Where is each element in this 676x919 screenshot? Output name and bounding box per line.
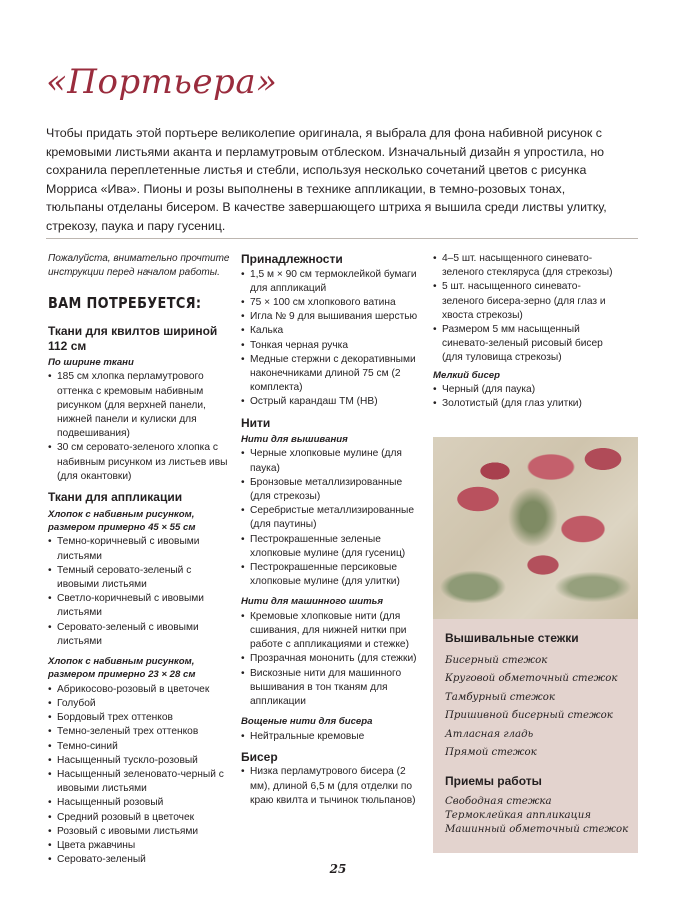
list-item: • Серовато-зеленый с ивовыми листьями [48,621,230,649]
list-item: • Серовато-зеленый [48,853,230,867]
accessories-heading: Принадлежности [241,252,343,266]
requirements-heading: ВАМ ПОТРЕБУЕТСЯ: [48,294,202,312]
list-item: • Острый карандаш ТМ (НВ) [241,395,419,409]
stitches-list [445,652,638,762]
list-item: • 1,5 м × 90 см термоклейкой бумаги для аппликаций [241,268,419,296]
list-item: • Бордовый трех оттенков [48,711,230,725]
beads-list [241,765,419,808]
materials-column-2 [241,252,419,814]
list-item: • Средний розовый в цветочек [48,811,230,825]
list-item: • Медные стержни с декоративными наконечниками длиной 75 см (2 комплекта) [241,353,419,396]
list-item: • Золотистый (для глаз улитки) [433,397,613,411]
embroidery-threads-subheading: Нити для вышивания [241,434,348,446]
beads-heading: Бисер [241,749,278,764]
list-item: Прямой стежок [445,747,537,759]
materials-column-3 [433,252,613,413]
small-beads-subheading: Мелкий бисер [433,369,500,381]
list-item: • Игла № 9 для вышивания шерстью [241,310,419,324]
quilt-fabrics-heading: Ткани для квилтов шириной 112 см [48,324,218,353]
machine-threads-list [241,610,419,709]
embroidery-threads-list [241,447,419,589]
list-item: • Пестрокрашенные зеленые хлопковые мулине (для гусениц) [241,533,419,561]
instructions-note: Пожалуйста, внимательно прочтите инструкции перед началом работы. [48,253,230,278]
bead-threads-list [241,730,419,744]
list-item: • Голубой [48,697,230,711]
list-item: • Темно-синий [48,740,230,754]
small-beads-list [433,383,613,411]
page-number: 25 [329,862,347,876]
stitches-panel [433,619,638,853]
list-item: Машинный обметочный стежок [445,824,629,836]
list-item: • Калька [241,324,419,338]
list-item: • Насыщенный розовый [48,796,230,810]
list-item: Пришивной бисерный стежок [445,710,613,722]
techniques-list [445,795,638,837]
list-item: • 30 см серовато-зеленого хлопка с набивным рисунком из листьев ивы (для окантовки) [48,441,230,484]
list-item: • Абрикосово-розовый в цветочек [48,683,230,697]
techniques-heading: Приемы работы [445,774,542,789]
list-item: • Темно-зеленый трех оттенков [48,725,230,739]
list-item: • Светло-коричневый с ивовыми листьями [48,592,230,620]
applique-size-a-subheading: Хлопок с набивным рисунком, размером примерно 45 × 55 см [48,508,196,533]
list-item: • 5 шт. насыщенного синевато-зеленого бисера-зерно (для глаз и хвоста стрекозы) [433,280,613,323]
list-item: • 75 × 100 см хлопкового ватина [241,296,419,310]
list-item: • Тонкая черная ручка [241,339,419,353]
applique-b-list [48,683,230,868]
list-item: • Размером 5 мм насыщенный синевато-зеленый рисовый бисер (для туловища стрекозы) [433,323,613,366]
beads-continued-list [433,252,613,366]
by-width-subheading: По ширине ткани [48,357,134,368]
stitches-heading: Вышивальные стежки [445,631,579,645]
list-item: • Насыщенный тускло-розовый [48,754,230,768]
machine-threads-subheading: Нити для машинного шитья [241,596,384,608]
applique-size-b-subheading: Хлопок с набивным рисунком, размером примерно 23 × 28 см [48,655,196,681]
list-item: • Насыщенный зеленовато-черный с ивовыми листьями [48,768,230,796]
intro-paragraph: Чтобы придать этой портьере великолепие оригинала, я выбрала для фона набивной рисунок с кремовыми листьями аканта и перламутровым отблеском. Изначальный дизайн я упростила, но сохранила переплетенные листья и стебли, используя несколько сочетаний цветов с рисунка Морриса «Ива». Пионы и розы выполнены в технике аппликации, в темно-розовых тонах, тюльпаны отделаны бисером. В качестве завершающего штриха я вышила среди листвы улитку, стрекозу, паука и пару гусениц. [46,126,607,233]
list-item: • Черный (для паука) [433,383,613,397]
list-item: • Кремовые хлопковые нити (для сшивания, для нижней нитки при работе с аппликациями и стежке) [241,610,419,653]
list-item: • Серебристые металлизированные (для паутины) [241,504,419,532]
list-item: • Нейтральные кремовые [241,730,419,744]
list-item: • Розовый с ивовыми листьями [48,825,230,839]
accessories-list [241,268,419,410]
divider [46,238,638,239]
quilt-fabrics-list [48,370,230,484]
bead-threads-subheading: Вощеные нити для бисера [241,716,373,728]
list-item: Свободная стежка [445,796,552,808]
list-item: • 4–5 шт. насыщенного синевато-зеленого стекляруса (для стрекозы) [433,252,613,280]
list-item: • Низка перламутрового бисера (2 мм), длиной 6,5 м (для отделки по краю квилта и тычинок тюльпанов) [241,765,419,808]
list-item: • Пестрокрашенные персиковые хлопковые мулине (для улитки) [241,561,419,589]
list-item: Термоклейкая аппликация [445,810,592,822]
list-item: Тамбурный стежок [445,691,555,703]
list-item: • Цвета ржавчины [48,839,230,853]
applique-detail-photo [433,437,638,619]
materials-column-1 [48,252,230,873]
list-item: • Вискозные нити для машинного вышивания в тон тканям для аппликации [241,667,419,710]
applique-fabrics-heading: Ткани для аппликации [48,490,183,505]
list-item: • Прозрачная мононить (для стежки) [241,652,419,666]
list-item: • Темный серовато-зеленый с ивовыми листьями [48,564,230,592]
applique-a-list [48,535,230,649]
list-item: Атласная гладь [445,728,534,740]
page-title: «Портьера» [46,62,278,102]
list-item: • Черные хлопковые мулине (для паука) [241,447,419,475]
list-item: • 185 см хлопка перламутрового оттенка с кремовым набивным рисунком (для верхней панели, нижней панели и кулиски для подвешивания) [48,370,230,441]
list-item: Круговой обметочный стежок [445,673,618,685]
list-item: • Бронзовые металлизированные (для стрекозы) [241,476,419,504]
list-item: • Темно-коричневый с ивовыми листьями [48,535,230,563]
threads-heading: Нити [241,415,271,430]
list-item: Бисерный стежок [445,655,548,666]
